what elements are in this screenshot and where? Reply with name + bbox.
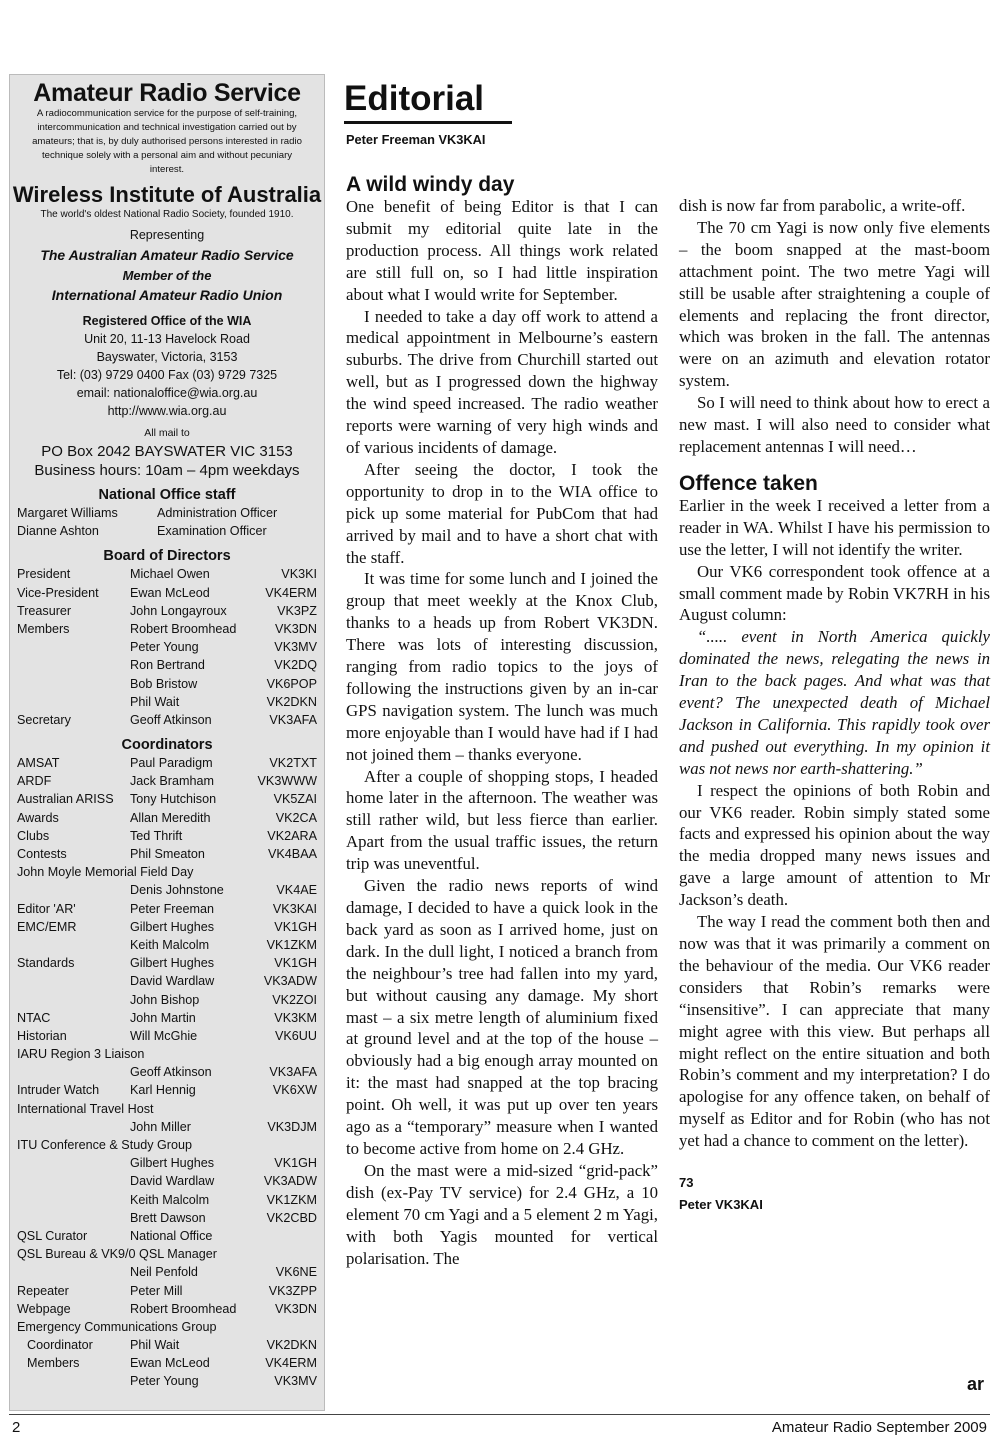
entry-callsign: VK2DKN — [266, 694, 317, 709]
heading-offence-taken: Offence taken — [679, 471, 818, 495]
entry-callsign: VK3WWW — [257, 774, 317, 789]
staff-table — [10, 504, 324, 540]
coordinator-row — [17, 1191, 324, 1209]
entry-name: Phil Smeaton — [130, 847, 205, 861]
paragraph: So I will need to think about how to erect a new mast. I will also need to consider what replacement antennas I will need… — [679, 393, 990, 456]
paragraph: One benefit of being Editor is that I can submit my editorial quite late in the production process. All things work related are still full on, so I had little inspiration about what I would write for September. — [346, 197, 658, 304]
entry-role: Standards — [17, 956, 75, 971]
footer-rule — [9, 1414, 990, 1415]
sidebar-info-box — [9, 74, 325, 1411]
entry-role: Webpage — [17, 1301, 71, 1316]
address-line-1: Unit 20, 11-13 Havelock Road — [84, 332, 250, 346]
entry-callsign: VK2ARA — [267, 828, 317, 843]
entry-name: Ewan McLeod — [130, 1356, 210, 1371]
coordinator-row — [17, 1318, 324, 1336]
entry-role: Intruder Watch — [17, 1083, 100, 1098]
entry-callsign: VK3KAI — [272, 901, 317, 916]
entry-role: Treasurer — [17, 603, 72, 618]
quoted-comment: “..... event in North America quickly dominated the news, relegating the news in Iran to the back pages. And what was that event? The unexpected death of Michael Jackson in California. This rapidly took over and pushed out everything. In my opinion it was not news nor earth-shattering.” — [679, 627, 990, 778]
entry-name: John Martin — [130, 1010, 196, 1025]
entry-callsign: VK3PZ — [277, 603, 317, 618]
entry-name: Phil Wait — [130, 694, 180, 709]
entry-callsign: VK3MV — [274, 1374, 317, 1389]
entry-callsign: VK6NE — [275, 1265, 317, 1280]
coordinator-row — [17, 1263, 324, 1281]
entry-callsign: VK4ERM — [265, 585, 317, 600]
entry-name: Peter Young — [130, 1374, 199, 1389]
coordinator-row — [17, 1045, 324, 1063]
entry-name: Ted Thrift — [130, 828, 183, 843]
coordinator-row — [17, 772, 324, 790]
entry-role: Clubs — [17, 828, 50, 843]
entry-role: Historian — [17, 1028, 67, 1043]
entry-name: Geoff Atkinson — [130, 712, 212, 727]
coordinator-row — [17, 954, 324, 972]
entry-name: Peter Freeman — [130, 901, 214, 916]
entry-role: QSL Bureau & VK9/0 QSL Manager — [17, 1247, 217, 1262]
entry-name: Robert Broomhead — [130, 1301, 237, 1316]
coordinator-row — [17, 881, 324, 899]
paragraph: Earlier in the week I received a letter from a reader in WA. Whilst I have his permission to use the letter, I will not identify the writer. — [679, 495, 990, 559]
entry-name: John Miller — [130, 1119, 191, 1134]
entry-name: John Longayroux — [130, 603, 227, 618]
entry-name: Gilbert Hughes — [130, 956, 214, 971]
entry-callsign: VK1ZKM — [266, 1192, 317, 1207]
entry-callsign: VK4AE — [276, 883, 317, 898]
entry-callsign: VK3DN — [275, 621, 317, 636]
phone-fax: Tel: (03) 9729 0400 Fax (03) 9729 7325 — [56, 368, 278, 382]
paragraph: After seeing the doctor, I took the opportunity to drop in to the WIA office to pick up some material for PubCom that had arrived by mail and to have a short chat with the staff. — [346, 459, 658, 567]
entry-role: Members — [17, 621, 70, 636]
entry-name: Michael Owen — [130, 567, 210, 582]
entry-role: Secretary — [17, 712, 71, 727]
staff-name: Margaret Williams — [17, 506, 118, 520]
publication-name: Amateur Radio September 2009 — [771, 1419, 987, 1436]
entry-role: Emergency Communications Group — [17, 1319, 217, 1334]
web-address[interactable]: http://www.wia.org.au — [107, 404, 227, 418]
entry-role: Vice-President — [17, 585, 99, 600]
staff-row — [17, 522, 324, 540]
entry-name: David Wardlaw — [130, 1174, 215, 1189]
heading-wild-windy-day: A wild windy day — [346, 173, 515, 196]
entry-role: EMC/EMR — [17, 919, 77, 934]
byline: Peter Freeman VK3KAI — [346, 132, 486, 147]
entry-name: Allan Meredith — [130, 810, 211, 825]
board-row — [17, 656, 324, 674]
entry-callsign: VK4BAA — [267, 847, 317, 861]
staff-row — [17, 504, 324, 522]
entry-callsign: VK2CA — [275, 810, 317, 825]
entry-name: John Bishop — [130, 992, 200, 1007]
paragraph: The 70 cm Yagi is now only five elements – the boom snapped at the mast-boom attachment point. The two metre Yagi will still be usable after straightening a couple of elements and replacing the front director, which was broken in the fall. The antennas were on an azimuth and elevation rotator system. — [679, 217, 990, 391]
entry-callsign: VK2ZOI — [272, 992, 317, 1007]
entry-callsign: VK3ZPP — [268, 1283, 317, 1298]
entry-name: Jack Bramham — [130, 774, 214, 789]
entry-callsign: VK4ERM — [265, 1356, 317, 1371]
wia-oldest-note: The world's oldest National Radio Society, founded 1910. — [40, 209, 294, 220]
coordinator-row — [17, 790, 324, 808]
entry-role: ARDF — [17, 774, 52, 789]
entry-role: Repeater — [17, 1283, 69, 1298]
sign-off-name: Peter VK3KAI — [679, 1197, 763, 1213]
entry-role: Coordinator — [27, 1338, 93, 1353]
entry-callsign: VK2TXT — [269, 756, 317, 771]
coordinator-row — [17, 1172, 324, 1190]
entry-role: International Travel Host — [17, 1101, 154, 1116]
entry-name: Robert Broomhead — [130, 621, 237, 636]
paragraph: It was time for some lunch and I joined the group that meet weekly at the Knox Club, thanks to a heads up from Robert VK3DN. There was lots of interesting discussion, ranging from radio topics to the joys of following the instructions given by an in-car GPS navigation system. The lunch was much more enjoyable than I would have had if I had not joined them – thanks everyone. — [346, 569, 658, 764]
office-title: Registered Office of the WIA — [82, 314, 252, 328]
coordinator-row — [17, 1136, 324, 1154]
board-row — [17, 602, 324, 620]
entry-callsign: VK1GH — [274, 1156, 317, 1171]
entry-name: David Wardlaw — [130, 974, 215, 989]
entry-callsign: VK2CBD — [266, 1210, 317, 1225]
member-of-label: Member of the — [122, 268, 212, 283]
coordinator-row — [17, 1227, 324, 1245]
paragraph: Given the radio news reports of wind damage, I decided to have a quick look in the back yard as soon as I arrived home, just on dark. In the dull light, I noticed a branch from the neighbour’s tree had fallen into my yard, but without causing any damage. My short mast – a six metre length of aluminium fixed at ground level and at the top of the house – obviously had a big enough array mounted on it: the mast had snapped at the top bracing point. Oh well, it was put up over ten years ago as a “temporary” measure when I wanted to become active from home on 2.4 GHz. — [346, 876, 658, 1158]
entry-name: Peter Young — [130, 640, 199, 655]
entry-callsign: VK3ADW — [263, 974, 317, 989]
coordinator-row — [17, 1372, 324, 1390]
board-heading: Board of Directors — [103, 548, 231, 565]
coordinators-table — [10, 754, 324, 1391]
entry-callsign: VK2DKN — [266, 1338, 317, 1353]
entry-name: Ewan McLeod — [130, 585, 210, 600]
coordinator-row — [17, 1100, 324, 1118]
email-address[interactable]: email: nationaloffice@wia.org.au — [76, 386, 258, 400]
entry-name: Bob Bristow — [130, 676, 198, 691]
entry-name: Phil Wait — [130, 1338, 180, 1353]
board-table — [10, 565, 324, 729]
coordinator-row — [17, 1300, 324, 1318]
editorial-title: Editorial — [344, 79, 485, 118]
entry-callsign: VK3KM — [274, 1010, 317, 1025]
entry-callsign: VK5ZAI — [273, 792, 317, 807]
business-hours: Business hours: 10am – 4pm weekdays — [34, 462, 300, 479]
entry-callsign: VK3AFA — [269, 712, 317, 727]
address-line-2: Bayswater, Victoria, 3153 — [96, 350, 238, 364]
board-row — [17, 584, 324, 602]
coordinator-row — [17, 991, 324, 1009]
entry-name: Keith Malcolm — [130, 937, 210, 952]
entry-role: IARU Region 3 Liaison — [17, 1047, 145, 1062]
coordinator-row — [17, 1336, 324, 1354]
paragraph: The way I read the comment both then and now was that it was primarily a comment on the behaviour of the media. Our VK6 reader considers that Robin’s remarks were “insensitive”. I can appreciate that many might agree with this view. But perhaps all might reflect on the entire situation and both Robin’s comment and my interpretation? I do apologise for any offence taken, on behalf of myself as Editor and for Robin (who has not yet had a chance to comment on the letter). — [679, 912, 990, 1151]
entry-role: President — [17, 567, 71, 582]
entry-callsign: VK6UU — [275, 1028, 317, 1043]
sidebar-title: Amateur Radio Service — [33, 79, 301, 107]
entry-callsign: VK3MV — [274, 640, 317, 655]
board-row — [17, 620, 324, 638]
paragraph: I respect the opinions of both Robin and our VK6 reader. Robin simply stated some facts and expressed his opinion about the way the media dropped many news issues and gave a large amount of attention to Mr Jackson’s death. — [679, 780, 990, 910]
entry-name: Denis Johnstone — [130, 883, 224, 898]
entry-callsign: VK3AFA — [269, 1065, 317, 1080]
entry-name: Paul Paradigm — [130, 756, 213, 771]
coordinator-row — [17, 972, 324, 990]
coordinator-row — [17, 1063, 324, 1081]
coordinator-row — [17, 918, 324, 936]
staff-role: Examination Officer — [157, 524, 267, 539]
board-row — [17, 711, 324, 729]
title-underline — [344, 121, 512, 124]
entry-name: Neil Penfold — [130, 1265, 198, 1280]
board-row — [17, 693, 324, 711]
entry-role: NTAC — [17, 1010, 51, 1025]
coordinator-row — [17, 1354, 324, 1372]
representing-label: Representing — [129, 228, 205, 242]
entry-role: Contests — [17, 847, 67, 861]
coordinators-heading: Coordinators — [121, 737, 213, 754]
entry-name: Brett Dawson — [130, 1210, 206, 1225]
board-row — [17, 675, 324, 693]
entry-role: ITU Conference & Study Group — [17, 1138, 192, 1152]
entry-role: Awards — [17, 810, 59, 825]
entry-role: Editor 'AR' — [17, 901, 76, 916]
staff-name: Dianne Ashton — [17, 524, 99, 539]
entry-name: Tony Hutchison — [130, 792, 217, 807]
entry-callsign: VK3DJM — [267, 1119, 317, 1134]
coordinator-row — [17, 1027, 324, 1045]
paragraph: Our VK6 correspondent took offence at a small comment made by Robin VK7RH in his August column: — [679, 561, 990, 625]
entry-name: Karl Hennig — [130, 1083, 196, 1098]
entry-role: AMSAT — [17, 756, 60, 771]
entry-callsign: VK1GH — [274, 956, 317, 971]
coordinator-row — [17, 863, 324, 881]
entry-name: Gilbert Hughes — [130, 919, 214, 934]
po-box: PO Box 2042 BAYSWATER VIC 3153 — [41, 443, 293, 460]
coordinator-row — [17, 1245, 324, 1263]
entry-role: Australian ARISS — [17, 792, 114, 807]
entry-role: John Moyle Memorial Field Day — [17, 865, 194, 880]
staff-role: Administration Officer — [157, 506, 278, 520]
board-row — [17, 638, 324, 656]
entry-name: Will McGhie — [130, 1028, 198, 1043]
paragraph: On the mast were a mid-sized “grid-pack” dish (ex-Pay TV service) for 2.4 GHz, a 10 element 70 cm Yagi and a 5 element 2 m Yagi, with both Yagis mounted for vertical polarisation. The — [346, 1160, 658, 1268]
entry-callsign: VK3KI — [281, 567, 317, 582]
entry-name: Ron Bertrand — [130, 658, 205, 673]
entry-callsign: VK1ZKM — [266, 937, 317, 952]
coordinator-row — [17, 827, 324, 845]
service-name: The Australian Amateur Radio Service — [40, 247, 294, 263]
coordinator-row — [17, 754, 324, 772]
ar-end-mark: ar — [967, 1374, 985, 1394]
coordinator-row — [17, 845, 324, 863]
paragraph: I needed to take a day off work to attend a medical appointment in Melbourne’s eastern suburbs. The drive from Churchill started out well, but as I progressed down the highway the wind speed increased. The radio weather reports were warning of very high winds and of various incidents of damage. — [346, 306, 658, 457]
staff-heading: National Office staff — [98, 487, 236, 503]
coordinator-row — [17, 936, 324, 954]
iaru-name: International Amateur Radio Union — [51, 287, 283, 303]
entry-callsign: VK3DN — [275, 1301, 317, 1316]
entry-name: Keith Malcolm — [130, 1192, 210, 1207]
entry-callsign: VK1GH — [274, 919, 317, 934]
article-column-2 — [679, 195, 990, 1216]
paragraph: After a couple of shopping stops, I headed home later in the afternoon. The weather was still rather wild, but less fierce than earlier. Apart from the usual traffic issues, the return trip was uneventful. — [346, 766, 658, 874]
coordinator-row — [17, 1118, 324, 1136]
coordinator-row — [17, 1154, 324, 1172]
article-column-1 — [346, 173, 658, 1269]
coordinator-row — [17, 1209, 324, 1227]
page-number: 2 — [12, 1419, 21, 1436]
board-row — [17, 565, 324, 583]
entry-name: National Office — [130, 1228, 213, 1243]
coordinator-row — [17, 809, 324, 827]
coordinator-row — [17, 1009, 324, 1027]
entry-callsign: VK6XW — [272, 1083, 317, 1098]
sidebar-description: A radiocommunication service for the purpose of self-training, intercommunication and technical investigation carried out by amateurs; that is, by duly authorised persons interested in radio technique solely with a personal aim and without pecuniary interest. — [32, 108, 302, 175]
coordinator-row — [17, 900, 324, 918]
coordinator-row — [17, 1081, 324, 1099]
entry-name: Peter Mill — [130, 1283, 183, 1298]
coordinator-row — [17, 1282, 324, 1300]
all-mail-label: All mail to — [144, 427, 190, 439]
sign-off-73: 73 — [679, 1175, 694, 1191]
wia-name: Wireless Institute of Australia — [12, 182, 322, 207]
entry-role: Members — [27, 1356, 80, 1371]
entry-role: QSL Curator — [17, 1228, 88, 1243]
paragraph: dish is now far from parabolic, a write-off. — [679, 196, 966, 215]
entry-callsign: VK3ADW — [263, 1174, 317, 1189]
entry-callsign: VK6POP — [266, 676, 317, 691]
entry-name: Gilbert Hughes — [130, 1156, 214, 1171]
entry-name: Geoff Atkinson — [130, 1065, 212, 1080]
entry-callsign: VK2DQ — [274, 658, 317, 673]
